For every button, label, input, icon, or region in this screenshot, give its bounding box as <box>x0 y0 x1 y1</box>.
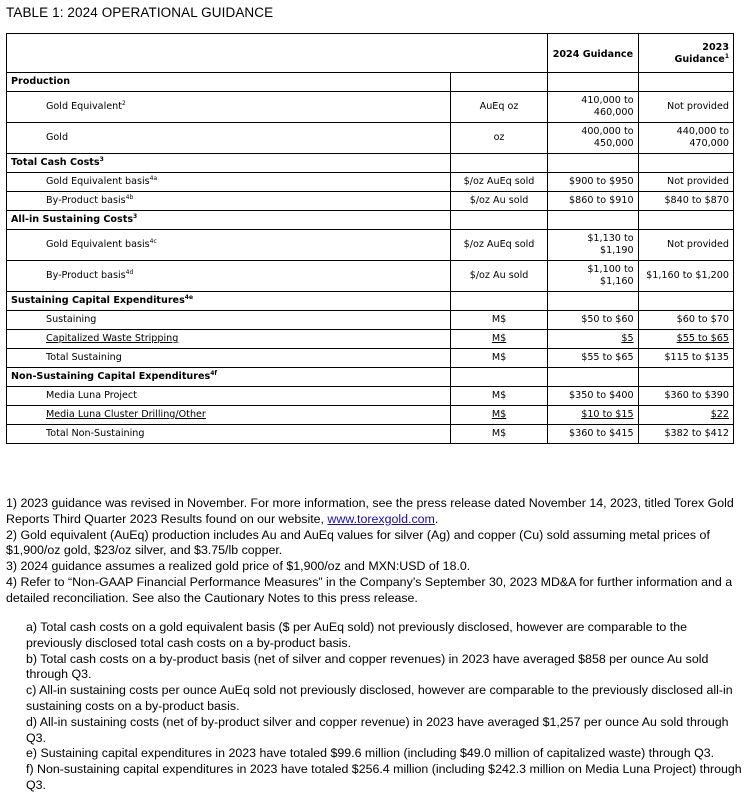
guidance-2024-value: 410,000 to 460,000 <box>581 95 634 118</box>
guidance-2024-value-cell <box>548 261 638 292</box>
empty-cell <box>638 292 733 311</box>
row-label-cell <box>7 173 451 192</box>
table-row-sustaining <box>7 311 734 330</box>
row-label-cell <box>7 406 451 425</box>
guidance-2024-value-cell <box>548 425 638 444</box>
footnote-ref: 4d <box>125 269 134 276</box>
empty-cell <box>450 154 547 173</box>
guidance-2024-value: $860 to $910 <box>569 195 634 206</box>
sub-footnotes <box>26 620 742 794</box>
guidance-2023-value: $382 to $412 <box>664 428 729 439</box>
unit-cell <box>450 123 547 154</box>
row-label-cell <box>7 387 451 406</box>
section-header-row <box>7 368 734 387</box>
table-row-total-non-sustaining <box>7 425 734 444</box>
section-label-non-sustaining-capital-expenditures <box>7 368 451 387</box>
guidance-2023-value: Not provided <box>667 101 729 112</box>
guidance-2024-value: $1,100 to $1,160 <box>587 264 634 287</box>
footnote-2: 2) Gold equivalent (AuEq) production includes Au and AuEq values for silver (Ag) and copper (Cu) sold assuming metal prices of $1,900/oz gold, $23/oz silver, and $3.75/lb copper. <box>6 527 710 558</box>
row-label-cell <box>7 330 451 349</box>
footnote-ref: 3 <box>99 156 104 163</box>
unit-value: $/oz AuEq sold <box>463 239 535 250</box>
unit-cell <box>450 311 547 330</box>
table-row-gold-equivalent <box>7 92 734 123</box>
guidance-2024-value: $900 to $950 <box>569 176 634 187</box>
row-label: Gold Equivalent <box>46 101 122 112</box>
row-label: Sustaining <box>46 314 97 325</box>
section-header-row <box>7 211 734 230</box>
footnote-1 <box>6 496 742 528</box>
sub-footnote-c: c) All-in sustaining costs per ounce AuEq sold not previously disclosed, however are comparable to the previously disclosed all-in sustaining costs on a by-product basis. <box>26 683 733 713</box>
row-label: Total Sustaining <box>46 352 122 363</box>
section-label-total-cash-costs <box>7 154 451 173</box>
guidance-2024-value: $360 to $415 <box>569 428 634 439</box>
guidance-2024-value-cell <box>548 406 638 425</box>
header-2023-guidance <box>638 34 733 73</box>
row-label: Gold Equivalent basis <box>46 239 150 250</box>
empty-cell <box>548 368 638 387</box>
unit-cell <box>450 92 547 123</box>
row-label-cell <box>7 192 451 211</box>
table-row-capitalized-waste-stripping <box>7 330 734 349</box>
guidance-2024-value-cell <box>548 173 638 192</box>
table-row-gold <box>7 123 734 154</box>
row-label-cell <box>7 311 451 330</box>
section-label-sustaining-capital-expenditures <box>7 292 451 311</box>
guidance-2023-value: $840 to $870 <box>664 195 729 206</box>
guidance-2024-value: $1,130 to $1,190 <box>587 233 634 256</box>
guidance-2023-value: $115 to $135 <box>664 352 729 363</box>
row-label: Capitalized Waste Stripping <box>46 333 179 344</box>
sub-footnote-f: f) Non-sustaining capital expenditures in 2023 have totaled $256.4 million (including $242.3 million on Media Luna Project) through Q3. <box>26 762 742 792</box>
unit-value: $/oz AuEq sold <box>463 176 535 187</box>
guidance-2023-value-cell <box>638 387 733 406</box>
row-label-cell <box>7 92 451 123</box>
guidance-2024-value-cell <box>548 92 638 123</box>
unit-cell <box>450 406 547 425</box>
unit-value: M$ <box>491 352 507 363</box>
guidance-2023-value-cell <box>638 311 733 330</box>
footnotes <box>6 496 742 607</box>
empty-cell <box>450 211 547 230</box>
footnote-3: 3) 2024 guidance assumes a realized gold price of $1,900/oz and MXN:USD of 18.0. <box>6 559 471 574</box>
guidance-2024-value: $5 <box>621 333 634 344</box>
guidance-2024-value-cell <box>548 330 638 349</box>
table-row-media-luna-project <box>7 387 734 406</box>
footnote-ref: 4a <box>149 175 158 182</box>
unit-value: M$ <box>491 409 507 420</box>
unit-cell <box>450 425 547 444</box>
header-blank-cell <box>7 34 548 73</box>
row-label: Total Non-Sustaining <box>46 428 145 439</box>
section-label-text: Total Cash Costs <box>11 157 100 168</box>
section-label-all-in-sustaining-costs <box>7 211 451 230</box>
empty-cell <box>638 73 733 92</box>
footnote-ref: 4e <box>184 294 194 301</box>
table-row-by-product-basis <box>7 192 734 211</box>
section-label-text: All-in Sustaining Costs <box>11 214 134 225</box>
guidance-2024-value: $10 to $15 <box>581 409 634 420</box>
section-header-row <box>7 154 734 173</box>
row-label: Media Luna Project <box>46 390 137 401</box>
header-2023-year: 2023 <box>702 42 729 53</box>
empty-cell <box>548 73 638 92</box>
empty-cell <box>548 154 638 173</box>
guidance-2023-value-cell <box>638 92 733 123</box>
section-label-text: Non-Sustaining Capital Expenditures <box>11 371 211 382</box>
section-label-text: Sustaining Capital Expenditures <box>11 295 185 306</box>
table-row-by-product-basis <box>7 261 734 292</box>
empty-cell <box>548 211 638 230</box>
guidance-2023-value-cell <box>638 230 733 261</box>
guidance-2023-value-cell <box>638 406 733 425</box>
unit-value: M$ <box>491 333 507 344</box>
section-label-text: Production <box>11 76 71 87</box>
row-label-cell <box>7 349 451 368</box>
header-2024-guidance: 2024 Guidance <box>548 34 638 73</box>
guidance-2024-value-cell <box>548 192 638 211</box>
guidance-2024-value-cell <box>548 311 638 330</box>
unit-cell <box>450 330 547 349</box>
footnote-ref: 4f <box>210 370 218 377</box>
unit-value: M$ <box>491 390 507 401</box>
guidance-2024-value: $350 to $400 <box>569 390 634 401</box>
empty-cell <box>548 292 638 311</box>
footnote-ref: 4c <box>149 238 157 245</box>
guidance-2023-value: 440,000 to 470,000 <box>676 126 729 149</box>
row-label: By-Product basis <box>46 270 126 281</box>
table-title: TABLE 1: 2024 OPERATIONAL GUIDANCE <box>6 5 274 20</box>
unit-value: M$ <box>491 428 507 439</box>
guidance-2023-value: $1,160 to $1,200 <box>646 270 729 281</box>
guidance-2023-value: $55 to $65 <box>676 333 729 344</box>
guidance-2023-value: $22 <box>710 409 729 420</box>
guidance-2023-value-cell <box>638 173 733 192</box>
guidance-2024-value-cell <box>548 230 638 261</box>
guidance-2024-value-cell <box>548 387 638 406</box>
table-row-total-sustaining <box>7 349 734 368</box>
table-row-gold-equivalent-basis <box>7 230 734 261</box>
empty-cell <box>638 154 733 173</box>
unit-value: $/oz Au sold <box>469 270 529 281</box>
row-label-cell <box>7 261 451 292</box>
guidance-2024-value: 400,000 to 450,000 <box>581 126 634 149</box>
empty-cell <box>638 368 733 387</box>
unit-value: M$ <box>491 314 507 325</box>
footnote-ref: 2 <box>121 100 126 107</box>
footnote-1-text: 1) 2023 guidance was revised in November. For more information, see the press release dated November 14, 2023, titled Torex Gold Reports Third Quarter 2023 Results found on our website, <box>6 496 734 526</box>
sub-footnote-e: e) Sustaining capital expenditures in 2023 have totaled $99.6 million (including $49.0 million of capitalized waste) through Q3. <box>26 746 715 761</box>
footnote-ref: 3 <box>133 213 138 220</box>
row-label: By-Product basis <box>46 195 126 206</box>
sub-footnote-a: a) Total cash costs on a gold equivalent basis ($ per AuEq sold) not previously disclosed, however are comparable to the previously disclosed total cash costs on a by-product basis. <box>26 620 687 650</box>
unit-cell <box>450 387 547 406</box>
guidance-2023-value: Not provided <box>667 239 729 250</box>
empty-cell <box>450 368 547 387</box>
guidance-2024-value-cell <box>548 349 638 368</box>
row-label-cell <box>7 230 451 261</box>
guidance-2024-value-cell <box>548 123 638 154</box>
unit-value: $/oz Au sold <box>469 195 529 206</box>
unit-cell <box>450 261 547 292</box>
section-header-row <box>7 292 734 311</box>
empty-cell <box>638 211 733 230</box>
guidance-2023-value-cell <box>638 123 733 154</box>
row-label-cell <box>7 425 451 444</box>
torexgold-website-link[interactable]: www.torexgold.com <box>327 511 435 526</box>
unit-cell <box>450 192 547 211</box>
guidance-2023-value: Not provided <box>667 176 729 187</box>
guidance-2024-value: $50 to $60 <box>581 314 634 325</box>
sub-footnote-b: b) Total cash costs on a by-product basis (net of silver and copper revenues) in 2023 have averaged $858 per ounce Au sold through Q3. <box>26 651 709 682</box>
unit-value: AuEq oz <box>479 101 519 112</box>
guidance-2023-value-cell <box>638 330 733 349</box>
row-label: Media Luna Cluster Drilling/Other <box>46 409 206 420</box>
row-label: Gold Equivalent basis <box>46 176 150 187</box>
unit-cell <box>450 349 547 368</box>
guidance-2023-value: $360 to $390 <box>664 390 729 401</box>
section-header-row <box>7 73 734 92</box>
guidance-table <box>6 33 734 444</box>
guidance-2023-value-cell <box>638 261 733 292</box>
unit-cell <box>450 230 547 261</box>
footnote-4: 4) Refer to “Non-GAAP Financial Performance Measures” in the Company’s September 30, 2023 MD&A for further information and a detailed reconciliation. See also the Cautionary Notes to this press release. <box>6 574 733 605</box>
sub-footnote-d: d) All-in sustaining costs (net of by-product silver and copper revenue) in 2023 have averaged $1,257 per ounce Au sold through Q3. <box>26 714 729 745</box>
row-label: Gold <box>46 132 69 143</box>
guidance-2023-value-cell <box>638 192 733 211</box>
unit-cell <box>450 173 547 192</box>
footnote-ref: 1 <box>724 53 729 60</box>
footnote-ref: 4b <box>125 194 134 201</box>
guidance-2023-value: $60 to $70 <box>676 314 729 325</box>
header-2023-label: Guidance <box>674 54 725 65</box>
empty-cell <box>450 73 547 92</box>
guidance-2023-value-cell <box>638 425 733 444</box>
row-label-cell <box>7 123 451 154</box>
footnote-1-tail: . <box>434 511 439 526</box>
section-label-production <box>7 73 451 92</box>
table-row-gold-equivalent-basis <box>7 173 734 192</box>
unit-value: oz <box>493 132 505 143</box>
table-header-row <box>7 34 734 73</box>
empty-cell <box>450 292 547 311</box>
guidance-2023-value-cell <box>638 349 733 368</box>
table-row-media-luna-cluster-drilling-other <box>7 406 734 425</box>
guidance-2024-value: $55 to $65 <box>581 352 634 363</box>
